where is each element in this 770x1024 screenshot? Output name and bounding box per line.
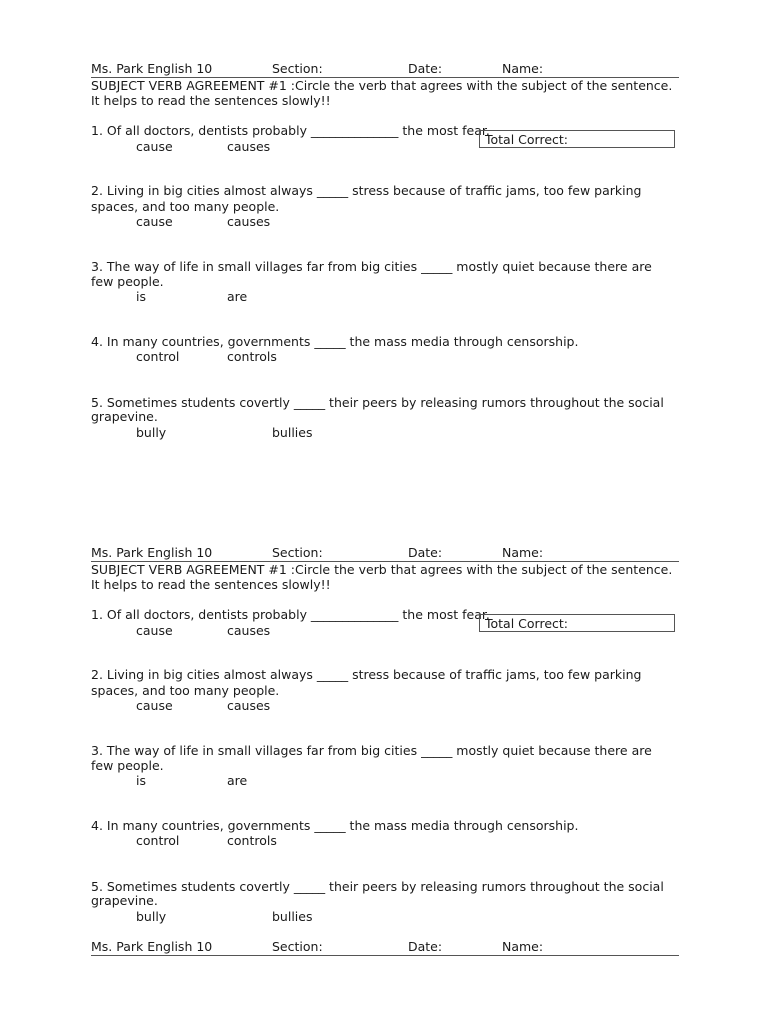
question-3-text: 3. The way of life in small villages far from big cities _____ mostly quiet because there are — [91, 743, 652, 758]
question-2-option-a[interactable]: cause — [136, 214, 173, 229]
header-course: Ms. Park English 10 — [91, 545, 213, 560]
question-1-option-b[interactable]: causes — [227, 139, 271, 154]
question-3-option-a[interactable]: is — [136, 289, 146, 304]
instructions-line-1: SUBJECT VERB AGREEMENT #1 :Circle the verb that agrees with the subject of the sentence. — [91, 78, 673, 93]
header-date: Date: — [408, 939, 443, 954]
instructions-line-2: It helps to read the sentences slowly!! — [91, 93, 331, 108]
header-course: Ms. Park English 10 — [91, 939, 213, 954]
question-4-text: 4. In many countries, governments _____ the mass media through censorship. — [91, 334, 579, 349]
question-3-option-b[interactable]: are — [227, 773, 248, 788]
question-5-option-b[interactable]: bullies — [272, 425, 313, 440]
question-1-text: 1. Of all doctors, dentists probably ______________ the most fear. — [91, 607, 490, 622]
question-5-option-a[interactable]: bully — [136, 909, 167, 924]
question-1-option-b[interactable]: causes — [227, 623, 271, 638]
question-3-text-cont: few people. — [91, 274, 164, 289]
total-correct-label: Total Correct: — [485, 616, 569, 631]
question-2-text-cont: spaces, and too many people. — [91, 199, 280, 214]
total-correct-box — [479, 614, 675, 632]
question-3-text: 3. The way of life in small villages far from big cities _____ mostly quiet because there are — [91, 259, 652, 274]
header-course: Ms. Park English 10 — [91, 61, 213, 76]
question-1-option-a[interactable]: cause — [136, 139, 173, 154]
question-1-option-a[interactable]: cause — [136, 623, 173, 638]
question-4-option-a[interactable]: control — [136, 833, 180, 848]
question-5-text-cont: grapevine. — [91, 409, 158, 424]
question-5-text: 5. Sometimes students covertly _____ their peers by releasing rumors throughout the social — [91, 395, 664, 410]
instructions-line-1: SUBJECT VERB AGREEMENT #1 :Circle the verb that agrees with the subject of the sentence. — [91, 562, 673, 577]
header-name: Name: — [502, 61, 544, 76]
question-5-text-cont: grapevine. — [91, 893, 158, 908]
question-2-option-b[interactable]: causes — [227, 214, 271, 229]
header-section: Section: — [272, 61, 323, 76]
header-divider — [91, 955, 679, 956]
header-name: Name: — [502, 545, 544, 560]
header-date: Date: — [408, 545, 443, 560]
question-4-option-b[interactable]: controls — [227, 349, 277, 364]
header-section: Section: — [272, 545, 323, 560]
question-3-option-b[interactable]: are — [227, 289, 248, 304]
question-2-text: 2. Living in big cities almost always _____ stress because of traffic jams, too few parking — [91, 183, 642, 198]
question-4-option-a[interactable]: control — [136, 349, 180, 364]
question-3-option-a[interactable]: is — [136, 773, 146, 788]
question-3-text-cont: few people. — [91, 758, 164, 773]
question-4-text: 4. In many countries, governments _____ the mass media through censorship. — [91, 818, 579, 833]
total-correct-box — [479, 130, 675, 148]
total-correct-label: Total Correct: — [485, 132, 569, 147]
question-5-text: 5. Sometimes students covertly _____ their peers by releasing rumors throughout the social — [91, 879, 664, 894]
question-4-option-b[interactable]: controls — [227, 833, 277, 848]
question-2-option-a[interactable]: cause — [136, 698, 173, 713]
instructions-line-2: It helps to read the sentences slowly!! — [91, 577, 331, 592]
question-5-option-b[interactable]: bullies — [272, 909, 313, 924]
question-2-text: 2. Living in big cities almost always _____ stress because of traffic jams, too few parking — [91, 667, 642, 682]
header-name: Name: — [502, 939, 544, 954]
header-date: Date: — [408, 61, 443, 76]
question-2-option-b[interactable]: causes — [227, 698, 271, 713]
header-section: Section: — [272, 939, 323, 954]
question-2-text-cont: spaces, and too many people. — [91, 683, 280, 698]
question-5-option-a[interactable]: bully — [136, 425, 167, 440]
question-1-text: 1. Of all doctors, dentists probably ______________ the most fear. — [91, 123, 490, 138]
